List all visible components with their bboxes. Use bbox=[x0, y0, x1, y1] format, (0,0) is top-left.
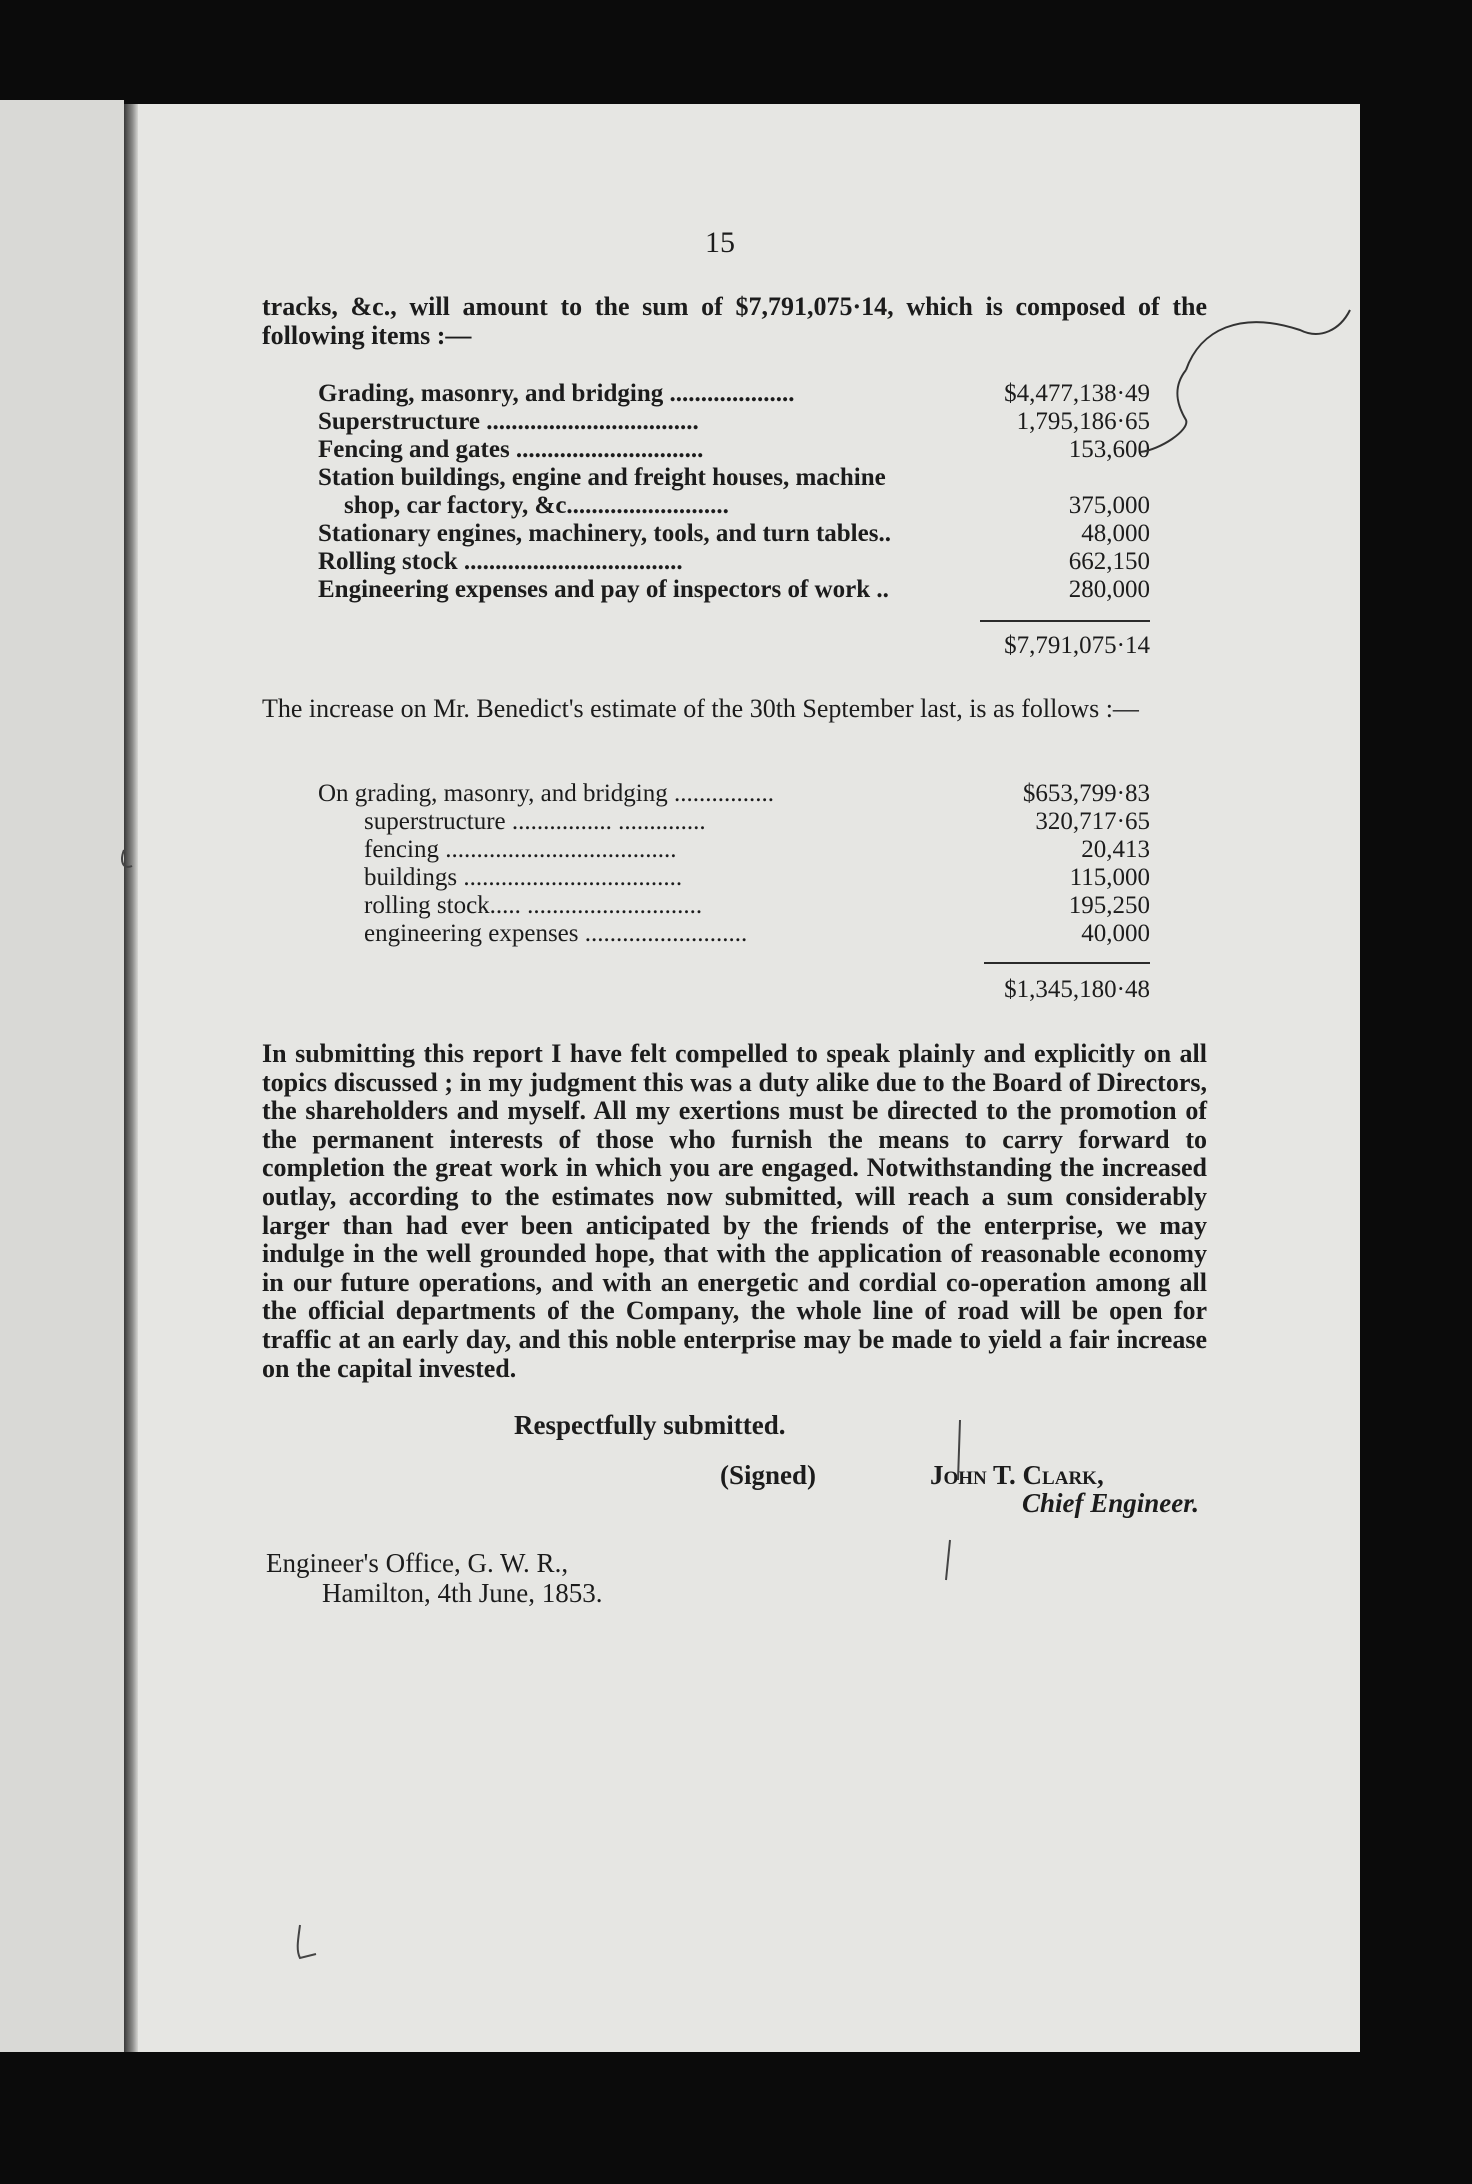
item-amount: 153,600 bbox=[1068, 436, 1150, 463]
closing-paragraph: In submitting this report I have felt compelled to speak plainly and explicitly on all topics discussed ; in my judgment this was a duty alike due to the Board of Directors, the shareholders and myself. All my exertions must be directed to the promotion of the permanent interests of those who furnish the means to carry forward to completion the great work in which you are engaged. Notwithstanding the increased outlay, according to the estimates now submitted, will reach a sum considerably larger than had ever been anticipated by the friends of the enterprise, we may indulge in the well grounded hope, that with the application of reasonable economy in our future operations, and with an energetic and cordial co-operation among all the official departments of the Company, the whole line of road will be open for traffic at an early day, and this noble enterprise may be made to yield a fair increase on the capital invested. bbox=[262, 1039, 1207, 1383]
item-label: Superstructure .................................. bbox=[318, 408, 699, 435]
increase-amount: 40,000 bbox=[1081, 920, 1150, 947]
bracket-tail-mark bbox=[1186, 310, 1350, 370]
increase-label: buildings ................................... bbox=[364, 864, 683, 891]
item-label: Stationary engines, machinery, tools, and turn tables.. bbox=[318, 520, 891, 547]
item-amount: 375,000 bbox=[1068, 492, 1150, 519]
bracket-mark bbox=[1140, 370, 1186, 452]
item-amount: 48,000 bbox=[1081, 520, 1150, 547]
increases-total: $1,345,180·48 bbox=[1004, 976, 1150, 1003]
item-amount: 1,795,186·65 bbox=[1016, 408, 1150, 435]
item-label: Fencing and gates .............................. bbox=[318, 436, 704, 463]
page-number: 15 bbox=[705, 226, 735, 259]
increase-amount: $653,799·83 bbox=[1022, 780, 1150, 807]
item-label: Rolling stock ................................... bbox=[318, 548, 683, 575]
increase-amount: 20,413 bbox=[1081, 836, 1150, 863]
increase-label: rolling stock..... ............................ bbox=[364, 892, 703, 919]
signatory-title: Chief Engineer. bbox=[1022, 1488, 1200, 1518]
margin-hook-mark bbox=[122, 850, 132, 867]
items-total: $7,791,075·14 bbox=[1004, 632, 1150, 659]
respectfully-submitted: Respectfully submitted. bbox=[514, 1410, 786, 1440]
item-label: shop, car factory, &c.......................... bbox=[344, 492, 729, 519]
margin-stroke-mark bbox=[946, 1420, 960, 1580]
increase-intro: The increase on Mr. Benedict's estimate of the 30th September last, is as follows :— bbox=[262, 694, 1139, 723]
item-amount: 662,150 bbox=[1068, 548, 1150, 575]
increase-label: On grading, masonry, and bridging ................ bbox=[318, 780, 774, 807]
item-amount: $4,477,138·49 bbox=[1004, 380, 1150, 407]
increase-label: engineering expenses .......................... bbox=[364, 920, 748, 947]
item-label: Station buildings, engine and freight houses, machine bbox=[318, 464, 886, 491]
margin-tick-mark bbox=[298, 1925, 316, 1958]
signatory-name: John T. Clark, bbox=[930, 1460, 1104, 1490]
increase-amount: 115,000 bbox=[1069, 864, 1150, 891]
office-line-2: Hamilton, 4th June, 1853. bbox=[322, 1578, 603, 1608]
intro-paragraph: tracks, &c., will amount to the sum of $7,791,075·14, which is composed of the following items :— bbox=[262, 292, 1207, 350]
increase-amount: 320,717·65 bbox=[1035, 808, 1150, 835]
item-label: Grading, masonry, and bridging .................... bbox=[318, 380, 795, 407]
signed-label: (Signed) bbox=[720, 1460, 817, 1490]
increase-label: superstructure ................ .............. bbox=[364, 808, 706, 835]
item-amount: 280,000 bbox=[1068, 576, 1150, 603]
increase-label: fencing ..................................... bbox=[364, 836, 677, 863]
office-line-1: Engineer's Office, G. W. R., bbox=[266, 1548, 569, 1578]
increase-amount: 195,250 bbox=[1068, 892, 1150, 919]
item-label: Engineering expenses and pay of inspectors of work .. bbox=[318, 576, 889, 603]
